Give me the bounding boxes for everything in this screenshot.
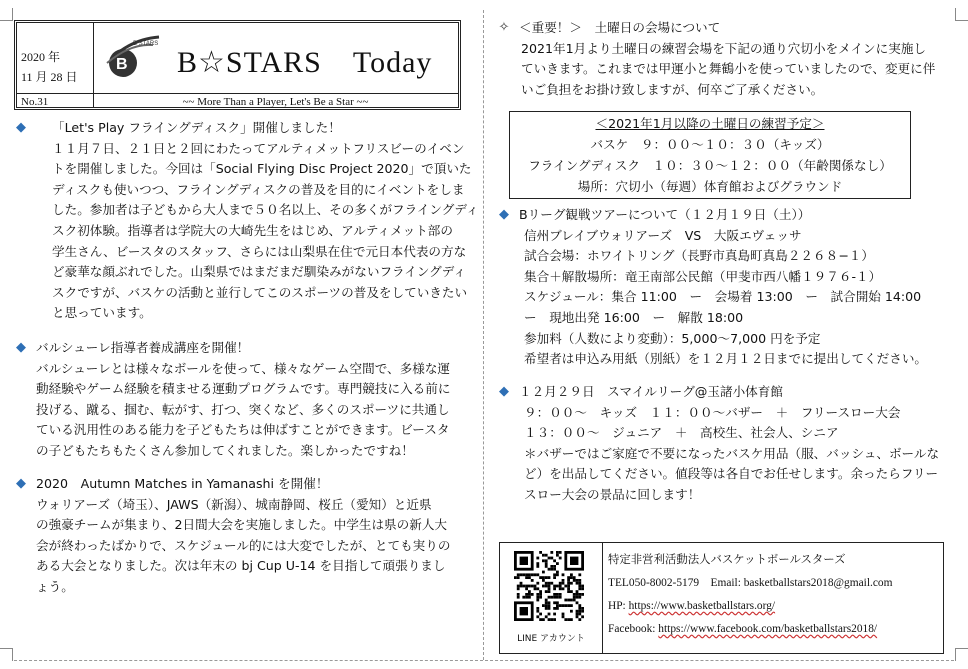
issue-year: 2020 年 [21, 50, 61, 64]
article-line: 学生さん、ビースタのスタッフ、さらには山梨県在住で元日本代表の方な [52, 243, 467, 259]
issue-date [21, 47, 78, 87]
masthead [14, 20, 461, 110]
line-qr-code-icon[interactable] [514, 551, 584, 621]
article-body [14, 495, 476, 598]
homepage-line [608, 595, 892, 618]
bstars-logo-icon [103, 33, 161, 81]
article-line: ど）を出品してください。値段等は各自でお任せします。余ったらフリー [524, 466, 939, 482]
tel-email: TEL050-8002-5179 Email: basketballstars2018@gmail.com [608, 577, 893, 589]
crop-mark-top-right [955, 8, 968, 21]
column-divider [483, 10, 484, 660]
schedule-box [509, 111, 911, 199]
schedule-title: ＜2021年1月以降の土曜日の練習予定＞ [595, 116, 825, 131]
organization-name: 特定非営利活動法人バスケットボールスターズ [608, 554, 846, 566]
masthead-date-column [17, 23, 94, 107]
article-line: 信州ブレイブウォリアーズ VS 大阪エヴェッサ [524, 227, 802, 243]
article-body [14, 139, 479, 324]
facebook-link[interactable]: https://www.facebook.com/basketballstars2018/ [658, 623, 878, 635]
notice-line: 2021年1月より土曜日の練習会場を下記の通り穴切小をメインに実施し [521, 40, 927, 56]
contact-box [499, 542, 944, 654]
article-title: バルシューレ指導者養成講座を開催！ [36, 340, 250, 355]
diamond-bullet-icon: ◆ [16, 340, 26, 355]
article-heading [14, 118, 476, 139]
hp-label: HP: [608, 600, 629, 612]
notice-heading [497, 18, 947, 39]
article-line: 投げる、蹴る、掴む、転がす、打つ、突くなど、多くのスポーツに共通し [36, 401, 450, 417]
article-line: ウォリアーズ（埼玉）、JAWS（新潟）、城南静岡、桜丘（愛知）と近県 [36, 496, 432, 512]
svg-text:B: B [116, 56, 128, 73]
article-line: ど豪華な顔ぶれでした。山梨県ではまだまだ馴染みがないフライングディ [52, 264, 466, 280]
issue-day: 11 月 28 日 [21, 70, 78, 84]
diamond-bullet-icon: ◆ [16, 120, 26, 135]
article-line: １１月７日、２１日と２回にわたってアルティメットフリスビーのイベン [52, 140, 465, 156]
newsletter-title: B☆STARS Today [177, 46, 433, 79]
article-body [497, 403, 947, 506]
article-line: 動経験やゲーム経験を積ませる運動プログラムです。専門競技に入る前に [36, 381, 451, 397]
article-line: 会が終わったばかりで、スケジュール的には大変でしたが、とても実りの [36, 537, 451, 553]
article-line: 集合＋解散場所：竜王南部公民館（甲斐市西八幡１９７６-１） [524, 268, 882, 284]
crop-mark-bottom-left [0, 648, 13, 661]
facebook-label: Facebook: [608, 623, 659, 635]
article-title: 2020 Autumn Matches in Yamanashi を開催！ [36, 476, 329, 491]
issue-number: No.31 [17, 93, 93, 108]
notice-body [497, 39, 947, 101]
crop-mark-bottom-right [955, 648, 968, 661]
article-heading [497, 382, 947, 403]
article-line: 参加料（人数により変動）：5,000〜7,000 円を予定 [524, 330, 821, 346]
article-title: １２月２９日 スマイルリーグ@玉諸小体育館 [519, 384, 783, 399]
article-line: スク初体験。指導者は学院大の大崎先生をはじめ、アルティメット部の [52, 222, 453, 238]
article-line: ている汎用性のある能力を子どもたちは伸ばすことができます。ビースタ [36, 422, 450, 438]
article-line: ９：００〜 キッズ １１：００〜バザー ＋ フリースロー大会 [524, 404, 901, 420]
notice-saturday-venue [497, 18, 947, 100]
article-line: トを開催しました。今回は「Social Flying Disc Project 2020」で頂いた [52, 161, 472, 177]
logo-text: B STARS [133, 41, 159, 47]
page-bottom-rule [14, 660, 954, 661]
qr-label: LINE アカウント [517, 634, 585, 644]
diamond-bullet-icon: ◆ [499, 384, 509, 399]
article-heading [14, 474, 476, 495]
article-ballschule [14, 338, 476, 462]
article-line: １３：００〜 ジュニア ＋ 高校生、社会人、シニア [524, 425, 839, 441]
schedule-line: 場所：穴切小（毎週）体育館およびグラウンド [577, 179, 843, 194]
outline-diamond-icon: ✧ [498, 20, 510, 35]
qr-section [500, 543, 603, 653]
article-autumn-matches [14, 474, 476, 598]
article-line: スクですが、バスケの活動と並行してこのスポーツの普及をしていきたい [52, 284, 468, 300]
article-line: ある大会となりました。次は年末の bj Cup U-14 を目指して頑張りまし [36, 558, 446, 574]
article-title: 「Let's Play フライングディスク」開催しました！ [52, 120, 341, 135]
article-line: 希望者は申込み用紙（別紙）を１２月１２日までに提出してください。 [524, 351, 927, 367]
schedule-line: フライングディスク １０：３０〜１２：００（年齢関係なし） [528, 158, 892, 173]
homepage-link[interactable]: https://www.basketballstars.org/ [628, 600, 776, 612]
newsletter-tagline: ~~ More Than a Player, Let's Be a Star ~~ [93, 93, 458, 108]
article-line: の子どもたちもたくさん参加してくれました。楽しかったですね！ [36, 442, 414, 458]
article-line: と思っています。 [52, 305, 152, 321]
article-line: スロー大会の景品に回します！ [524, 486, 701, 502]
article-flying-disc [14, 118, 479, 324]
article-body [14, 359, 476, 462]
diamond-bullet-icon: ◆ [499, 207, 509, 222]
notice-line: いご負担をお掛け致しますが、何卒ご了承ください。 [521, 81, 824, 97]
notice-line: ていきます。これまでは甲運小と舞鶴小を使っていましたので、変更に伴 [521, 61, 936, 77]
article-title: Bリーグ観戦ツアーについて（１２月１９日（土）） [519, 207, 811, 222]
article-body [497, 226, 957, 370]
diamond-bullet-icon: ◆ [16, 476, 26, 491]
article-line: バルシューレとは様々なボールを使って、様々なゲーム空間で、多様な運 [36, 360, 451, 376]
facebook-line [608, 618, 892, 641]
article-line: ＊バザーではご家庭で不要になったバスケ用品（服、バッシュ、ボールな [524, 445, 940, 461]
article-line: スケジュール：集合 11:00 ー 会場着 13:00 ー 試合開始 14:00 [524, 289, 922, 305]
notice-title: ＜重要！＞ 土曜日の会場について [519, 20, 721, 35]
article-bleague-tour [497, 205, 957, 370]
article-line: 試合会場：ホワイトリング（長野市真島町真島２２６８−１） [524, 248, 874, 264]
article-line: の強豪チームが集まり、2日間大会を実施しました。中学生は県の新人大 [36, 517, 448, 533]
article-line: ょう。 [36, 578, 74, 594]
contact-details [608, 549, 892, 641]
crop-mark-top-left [0, 8, 13, 21]
article-line: ー 現地出発 16:00 ー 解散 18:00 [524, 309, 744, 325]
schedule-line: バスケ ９：００〜１０：３０（キッズ） [590, 137, 830, 152]
article-line: した。参加者は子どもから大人まで５０名以上、その多くがフライングディ [52, 202, 479, 218]
article-heading [14, 338, 476, 359]
article-smile-league [497, 382, 947, 506]
article-heading [497, 205, 957, 226]
article-line: ディスクも使いつつ、フライングディスクの普及を目的にイベントをしま [52, 181, 465, 197]
